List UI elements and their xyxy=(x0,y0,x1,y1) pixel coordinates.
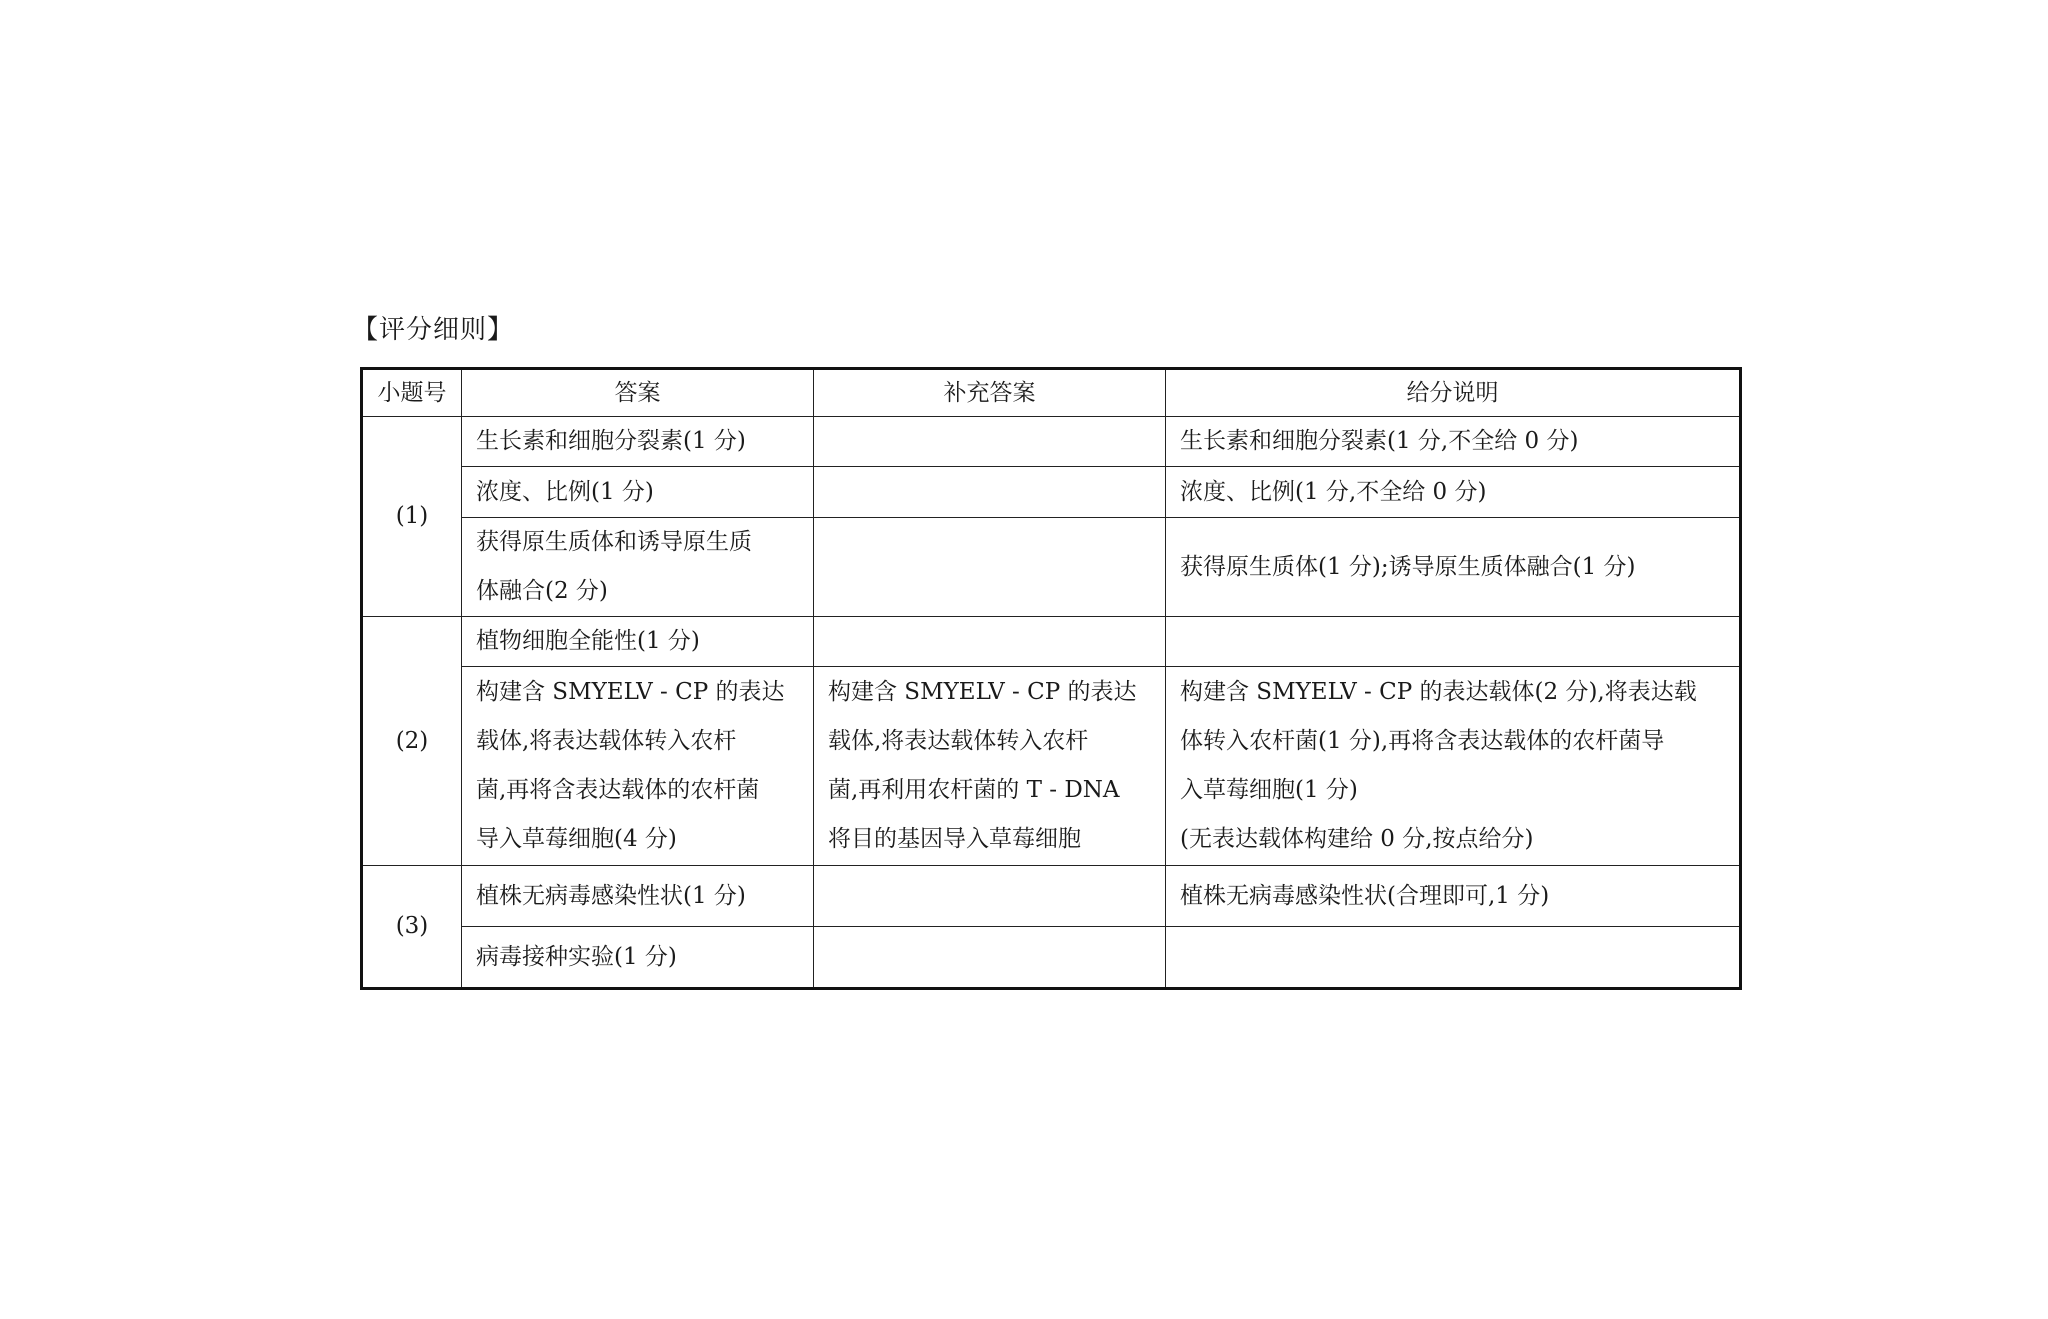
supplement-cell xyxy=(814,518,1166,617)
header-question-number: 小题号 xyxy=(362,369,462,417)
table-row xyxy=(362,927,1741,989)
answer-cell: 浓度、比例(1 分) xyxy=(462,467,814,518)
scoring-line: 构建含 SMYELV - CP 的表达载体(2 分),将表达载 xyxy=(1180,679,1697,705)
question-number-3: (3) xyxy=(362,866,462,989)
table-row xyxy=(362,417,1741,467)
supplement-cell xyxy=(814,467,1166,518)
answer-line: 载体,将表达载体转入农杆 xyxy=(476,728,737,754)
supplement-line: 菌,再利用农杆菌的 T - DNA xyxy=(828,777,1120,803)
answer-line: 体融合(2 分) xyxy=(476,578,608,604)
scoring-line: 体转入农杆菌(1 分),再将含表达载体的农杆菌导 xyxy=(1180,728,1665,754)
answer-cell xyxy=(462,667,814,866)
scoring-cell: 浓度、比例(1 分,不全给 0 分) xyxy=(1166,467,1741,518)
answer-line: 获得原生质体和诱导原生质 xyxy=(476,529,752,555)
scoring-cell xyxy=(1166,617,1741,667)
scoring-rubric-table xyxy=(360,367,1742,990)
supplement-cell xyxy=(814,417,1166,467)
header-row xyxy=(362,369,1741,417)
scoring-line: 入草莓细胞(1 分) xyxy=(1180,777,1358,803)
answer-cell: 生长素和细胞分裂素(1 分) xyxy=(462,417,814,467)
table-row xyxy=(362,467,1741,518)
supplement-line: 构建含 SMYELV - CP 的表达 xyxy=(828,679,1137,705)
table-row xyxy=(362,866,1741,927)
supplement-cell xyxy=(814,617,1166,667)
answer-cell: 病毒接种实验(1 分) xyxy=(462,927,814,989)
header-supplementary-answer: 补充答案 xyxy=(814,369,1166,417)
scoring-cell: 植株无病毒感染性状(合理即可,1 分) xyxy=(1166,866,1741,927)
answer-cell xyxy=(462,518,814,617)
table-row xyxy=(362,518,1741,617)
supplement-cell xyxy=(814,866,1166,927)
table-row xyxy=(362,617,1741,667)
supplement-cell xyxy=(814,927,1166,989)
scoring-cell xyxy=(1166,927,1741,989)
table-row xyxy=(362,667,1741,866)
scoring-cell: 生长素和细胞分裂素(1 分,不全给 0 分) xyxy=(1166,417,1741,467)
answer-line: 菌,再将含表达载体的农杆菌 xyxy=(476,777,760,803)
answer-line: 构建含 SMYELV - CP 的表达 xyxy=(476,679,785,705)
header-answer: 答案 xyxy=(462,369,814,417)
question-number-1: (1) xyxy=(362,417,462,617)
section-title: 【评分细则】 xyxy=(352,315,515,345)
header-scoring-notes: 给分说明 xyxy=(1166,369,1741,417)
supplement-line: 将目的基因导入草莓细胞 xyxy=(828,826,1081,852)
scoring-cell: 获得原生质体(1 分);诱导原生质体融合(1 分) xyxy=(1166,518,1741,617)
answer-cell: 植物细胞全能性(1 分) xyxy=(462,617,814,667)
scoring-line: (无表达载体构建给 0 分,按点给分) xyxy=(1180,826,1534,852)
supplement-line: 载体,将表达载体转入农杆 xyxy=(828,728,1089,754)
question-number-2: (2) xyxy=(362,617,462,866)
scoring-cell xyxy=(1166,667,1741,866)
answer-cell: 植株无病毒感染性状(1 分) xyxy=(462,866,814,927)
supplement-cell xyxy=(814,667,1166,866)
answer-line: 导入草莓细胞(4 分) xyxy=(476,826,677,852)
